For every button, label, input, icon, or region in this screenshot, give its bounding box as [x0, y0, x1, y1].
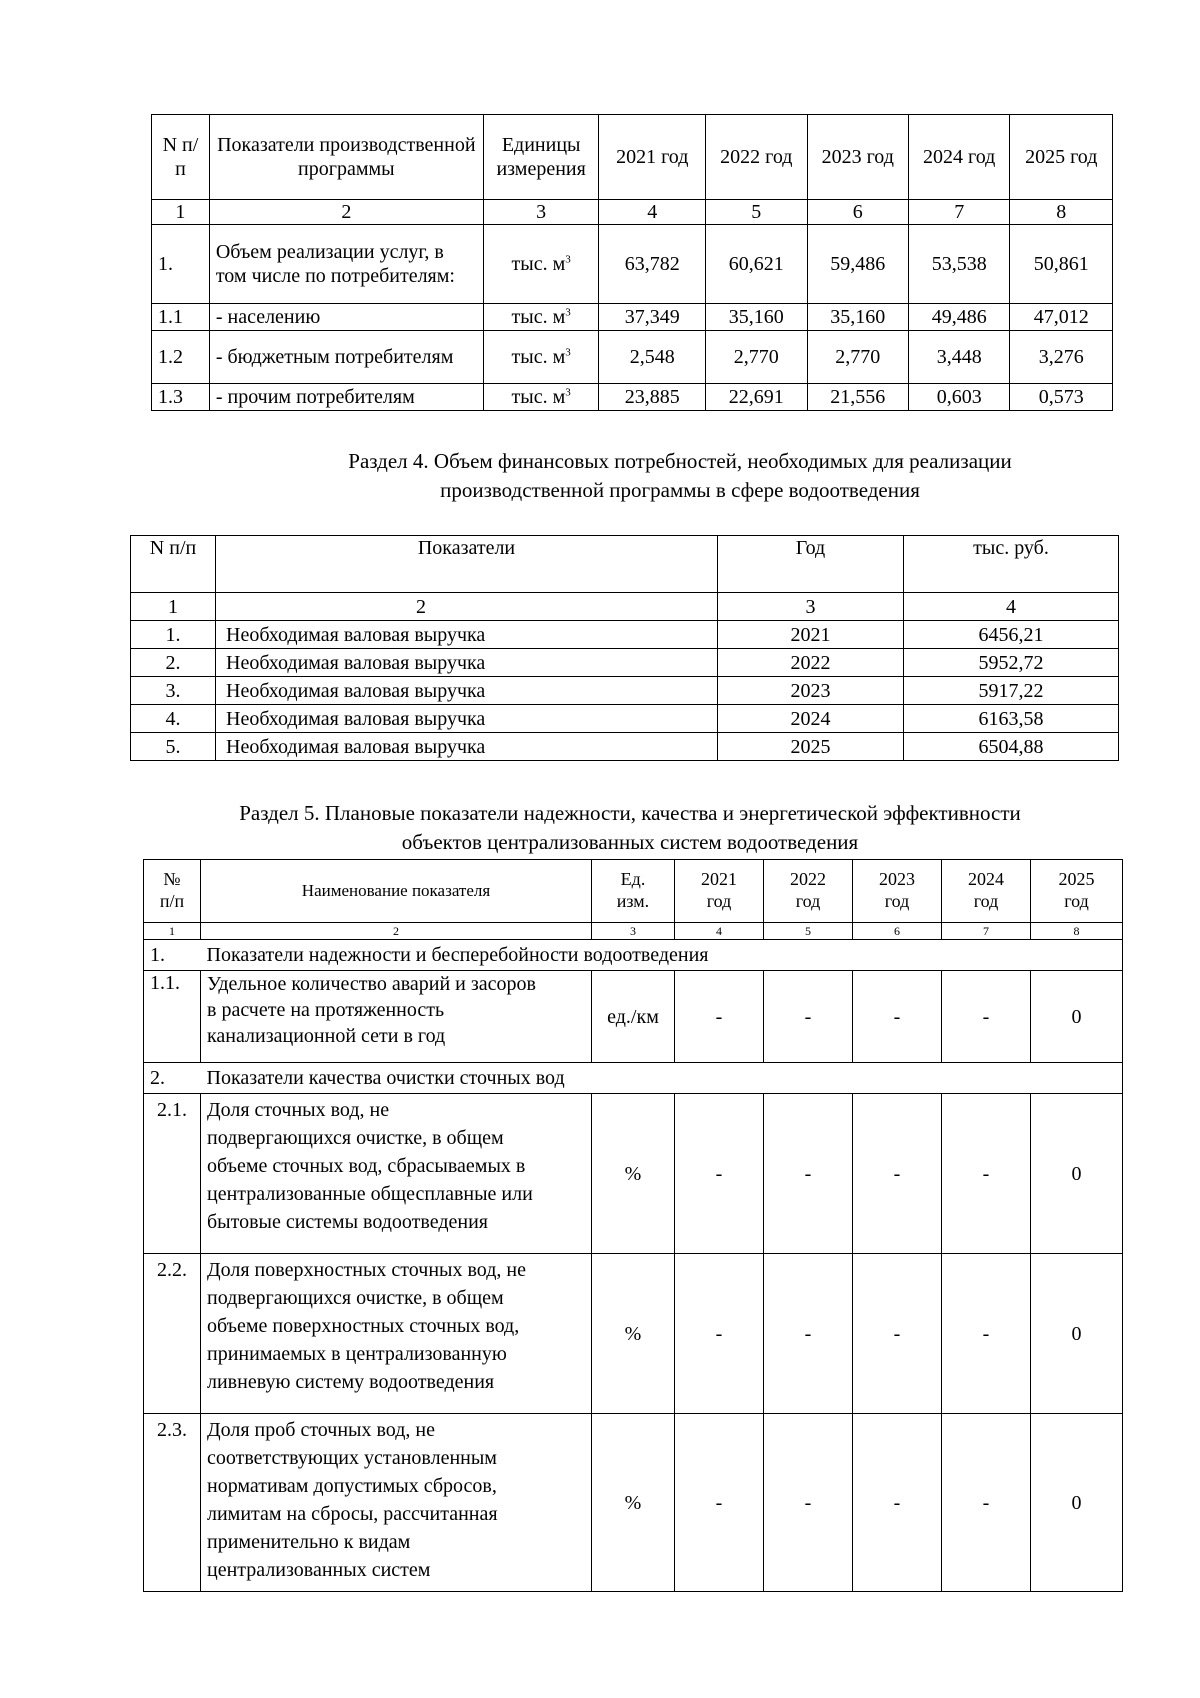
header-line: Ед.: [620, 869, 646, 890]
header-line: 2021: [701, 869, 737, 890]
header-2023: 2023 год: [807, 115, 908, 200]
header-line: изм.: [616, 891, 650, 911]
value-cell: -: [853, 971, 942, 1063]
section-4-title: [220, 447, 1140, 505]
row-number: 4.: [131, 705, 216, 733]
header-n: N п/п: [131, 536, 216, 593]
section-5-title: [120, 799, 1140, 857]
text-line: подвергающихся очистке, в общем: [207, 1127, 504, 1149]
header-thousand-rub: тыс. руб.: [904, 536, 1119, 593]
row-number: 1.: [152, 225, 210, 304]
header-2025: [1031, 860, 1123, 923]
row-name: - бюджетным потребителям: [209, 331, 483, 384]
table-row: [131, 677, 1119, 705]
table-header-row: [131, 536, 1119, 593]
table-row: [152, 304, 1113, 331]
header-line: 2025: [1058, 869, 1095, 890]
text-line: объеме поверхностных сточных вод,: [207, 1315, 520, 1337]
value-cell: -: [764, 971, 853, 1063]
value-cell: 22,691: [706, 384, 807, 411]
value-cell: 2,770: [807, 331, 908, 384]
col-number: 7: [908, 200, 1009, 225]
col-number: 3: [483, 200, 599, 225]
text-line: лимитам на сбросы, рассчитанная: [207, 1503, 498, 1525]
header-2024: [942, 860, 1031, 923]
reliability-indicators-table: [143, 859, 1123, 1592]
header-line: 2022: [790, 869, 826, 890]
table-row: [144, 971, 1123, 1063]
unit-cell: [483, 225, 599, 304]
value-cell: -: [942, 1254, 1031, 1414]
value-cell: 60,621: [706, 225, 807, 304]
header-name: Наименование показателя: [201, 860, 592, 923]
title-line: производственной программы в сфере водоотведения: [440, 478, 920, 502]
row-name: Необходимая валовая выручка: [216, 705, 718, 733]
row-number: 1.1.: [144, 971, 201, 1063]
table-row: [144, 1094, 1123, 1254]
table-row: [152, 384, 1113, 411]
col-number: 3: [718, 593, 904, 621]
header-n: [144, 860, 201, 923]
header-line: год: [973, 891, 999, 911]
title-line: объектов централизованных систем водоотведения: [401, 830, 859, 854]
unit-text: тыс. м: [511, 346, 566, 368]
unit-cell: ед./км: [592, 971, 675, 1063]
row-name: Необходимая валовая выручка: [216, 649, 718, 677]
col-number: 4: [599, 200, 706, 225]
column-number-row: [131, 593, 1119, 621]
year-cell: 2025: [718, 733, 904, 761]
value-cell: 0: [1031, 1254, 1123, 1414]
title-line: Раздел 4. Объем финансовых потребностей, необходимых для реализации: [348, 449, 1012, 473]
row-name: [201, 971, 592, 1063]
row-name: [201, 1094, 592, 1254]
text-line: централизованные общесплавные или: [207, 1183, 533, 1205]
unit-cell: %: [592, 1254, 675, 1414]
unit-cell: [483, 331, 599, 384]
col-number: 8: [1010, 200, 1113, 225]
header-2024: 2024 год: [908, 115, 1009, 200]
value-cell: 0: [1031, 971, 1123, 1063]
col-number: 8: [1031, 923, 1123, 940]
column-number-row: [144, 923, 1123, 940]
header-unit: [592, 860, 675, 923]
text-line: подвергающихся очистке, в общем: [207, 1287, 504, 1309]
header-line: год: [706, 891, 732, 911]
row-number: 1.1: [152, 304, 210, 331]
table-row: [131, 649, 1119, 677]
value-cell: 23,885: [599, 384, 706, 411]
text-line: Удельное количество аварий и засоров: [207, 973, 536, 995]
value-cell: -: [764, 1254, 853, 1414]
row-name: - прочим потребителям: [209, 384, 483, 411]
col-number: 4: [675, 923, 764, 940]
header-year: Год: [718, 536, 904, 593]
text-line: ливневую систему водоотведения: [207, 1371, 495, 1393]
header-line: 2023: [879, 869, 915, 890]
value-cell: -: [853, 1094, 942, 1254]
row-number: 2.3.: [144, 1414, 201, 1592]
value-cell: 6504,88: [904, 733, 1119, 761]
unit-superscript: 3: [565, 306, 571, 319]
row-number: 5.: [131, 733, 216, 761]
table-row: [131, 621, 1119, 649]
header-2023: [853, 860, 942, 923]
row-number: 2.1.: [144, 1094, 201, 1254]
value-cell: 6163,58: [904, 705, 1119, 733]
value-cell: -: [675, 1414, 764, 1592]
col-number: 4: [904, 593, 1119, 621]
text-line: Доля сточных вод, не: [207, 1099, 390, 1121]
header-line: год: [884, 891, 910, 911]
row-number: 2.2.: [144, 1254, 201, 1414]
text-line: бытовые системы водоотведения: [207, 1211, 488, 1233]
header-line: 2024: [968, 869, 1004, 890]
text-line: нормативам допустимых сбросов,: [207, 1475, 497, 1497]
value-cell: 5917,22: [904, 677, 1119, 705]
unit-superscript: 3: [565, 386, 571, 399]
value-cell: 50,861: [1010, 225, 1113, 304]
header-indicators: Показатели: [216, 536, 718, 593]
value-cell: 59,486: [807, 225, 908, 304]
section-title: Показатели качества очистки сточных вод: [201, 1063, 1123, 1094]
col-number: 1: [131, 593, 216, 621]
table-row: [131, 733, 1119, 761]
header-2025: 2025 год: [1010, 115, 1113, 200]
value-cell: 0: [1031, 1414, 1123, 1592]
value-cell: -: [942, 971, 1031, 1063]
header-unit: Единицы измерения: [483, 115, 599, 200]
value-cell: 2,548: [599, 331, 706, 384]
value-cell: 53,538: [908, 225, 1009, 304]
value-cell: -: [675, 971, 764, 1063]
financial-needs-table: [130, 535, 1119, 761]
col-number: 2: [209, 200, 483, 225]
col-number: 6: [853, 923, 942, 940]
unit-text: тыс. м: [511, 386, 566, 408]
value-cell: -: [764, 1414, 853, 1592]
title-line: Раздел 5. Плановые показатели надежности, качества и энергетической эффективности: [239, 801, 1021, 825]
value-cell: 0,603: [908, 384, 1009, 411]
row-name: Объем реализации услуг, в том числе по потребителям:: [209, 225, 483, 304]
table-row: [144, 1254, 1123, 1414]
row-name: Необходимая валовая выручка: [216, 621, 718, 649]
text-line: централизованных систем: [207, 1559, 431, 1581]
value-cell: 6456,21: [904, 621, 1119, 649]
col-number: 1: [144, 923, 201, 940]
table-row: [152, 225, 1113, 304]
text-line: канализационной сети в год: [207, 1025, 446, 1047]
value-cell: -: [853, 1254, 942, 1414]
section-title: Показатели надежности и бесперебойности водоотведения: [201, 940, 1123, 971]
header-indicator: Показатели производственной программы: [209, 115, 483, 200]
col-number: 2: [216, 593, 718, 621]
unit-cell: %: [592, 1094, 675, 1254]
header-2022: 2022 год: [706, 115, 807, 200]
header-line: п/п: [159, 891, 185, 911]
row-name: [201, 1254, 592, 1414]
text-line: применительно к видам: [207, 1531, 411, 1553]
unit-cell: [483, 384, 599, 411]
value-cell: 5952,72: [904, 649, 1119, 677]
section-number: 2.: [144, 1063, 201, 1094]
unit-text: тыс. м: [511, 306, 566, 328]
table-row: [131, 705, 1119, 733]
text-line: Доля поверхностных сточных вод, не: [207, 1259, 526, 1281]
value-cell: 3,276: [1010, 331, 1113, 384]
table-header-row: [144, 860, 1123, 923]
value-cell: 0: [1031, 1094, 1123, 1254]
unit-cell: %: [592, 1414, 675, 1592]
value-cell: 63,782: [599, 225, 706, 304]
value-cell: -: [675, 1254, 764, 1414]
text-line: объеме сточных вод, сбрасываемых в: [207, 1155, 526, 1177]
value-cell: 0,573: [1010, 384, 1113, 411]
row-name: - населению: [209, 304, 483, 331]
value-cell: 21,556: [807, 384, 908, 411]
value-cell: 3,448: [908, 331, 1009, 384]
row-name: Необходимая валовая выручка: [216, 677, 718, 705]
value-cell: 49,486: [908, 304, 1009, 331]
col-number: 5: [706, 200, 807, 225]
table-row: [144, 1414, 1123, 1592]
unit-text: тыс. м: [511, 253, 566, 275]
row-number: 2.: [131, 649, 216, 677]
row-number: 3.: [131, 677, 216, 705]
text-line: в расчете на протяженность: [207, 999, 445, 1021]
unit-superscript: 3: [565, 346, 571, 359]
row-name: [201, 1414, 592, 1592]
text-line: соответствующих установленным: [207, 1447, 497, 1469]
value-cell: 35,160: [807, 304, 908, 331]
header-line: год: [1064, 891, 1089, 911]
year-cell: 2022: [718, 649, 904, 677]
value-cell: -: [853, 1414, 942, 1592]
col-number: 7: [942, 923, 1031, 940]
section-number: 1.: [144, 940, 201, 971]
value-cell: -: [942, 1094, 1031, 1254]
year-cell: 2021: [718, 621, 904, 649]
col-number: 3: [592, 923, 675, 940]
table-row: [152, 331, 1113, 384]
year-cell: 2024: [718, 705, 904, 733]
column-number-row: [152, 200, 1113, 225]
row-number: 1.: [131, 621, 216, 649]
header-2021: 2021 год: [599, 115, 706, 200]
col-number: 1: [152, 200, 210, 225]
row-number: 1.2: [152, 331, 210, 384]
header-line: год: [795, 891, 821, 911]
header-2022: [764, 860, 853, 923]
value-cell: 47,012: [1010, 304, 1113, 331]
section-row: [144, 1063, 1123, 1094]
production-program-table: [151, 114, 1113, 411]
col-number: 2: [201, 923, 592, 940]
table-header-row: [152, 115, 1113, 200]
text-line: принимаемых в централизованную: [207, 1343, 507, 1365]
text-line: Доля проб сточных вод, не: [207, 1419, 435, 1441]
header-n: N п/п: [152, 115, 210, 200]
unit-superscript: 3: [565, 253, 571, 266]
unit-cell: [483, 304, 599, 331]
col-number: 6: [807, 200, 908, 225]
value-cell: -: [764, 1094, 853, 1254]
year-cell: 2023: [718, 677, 904, 705]
col-number: 5: [764, 923, 853, 940]
section-row: [144, 940, 1123, 971]
header-line: №: [163, 869, 181, 890]
value-cell: -: [675, 1094, 764, 1254]
value-cell: 37,349: [599, 304, 706, 331]
value-cell: 2,770: [706, 331, 807, 384]
value-cell: -: [942, 1414, 1031, 1592]
header-2021: [675, 860, 764, 923]
value-cell: 35,160: [706, 304, 807, 331]
row-number: 1.3: [152, 384, 210, 411]
row-name: Необходимая валовая выручка: [216, 733, 718, 761]
